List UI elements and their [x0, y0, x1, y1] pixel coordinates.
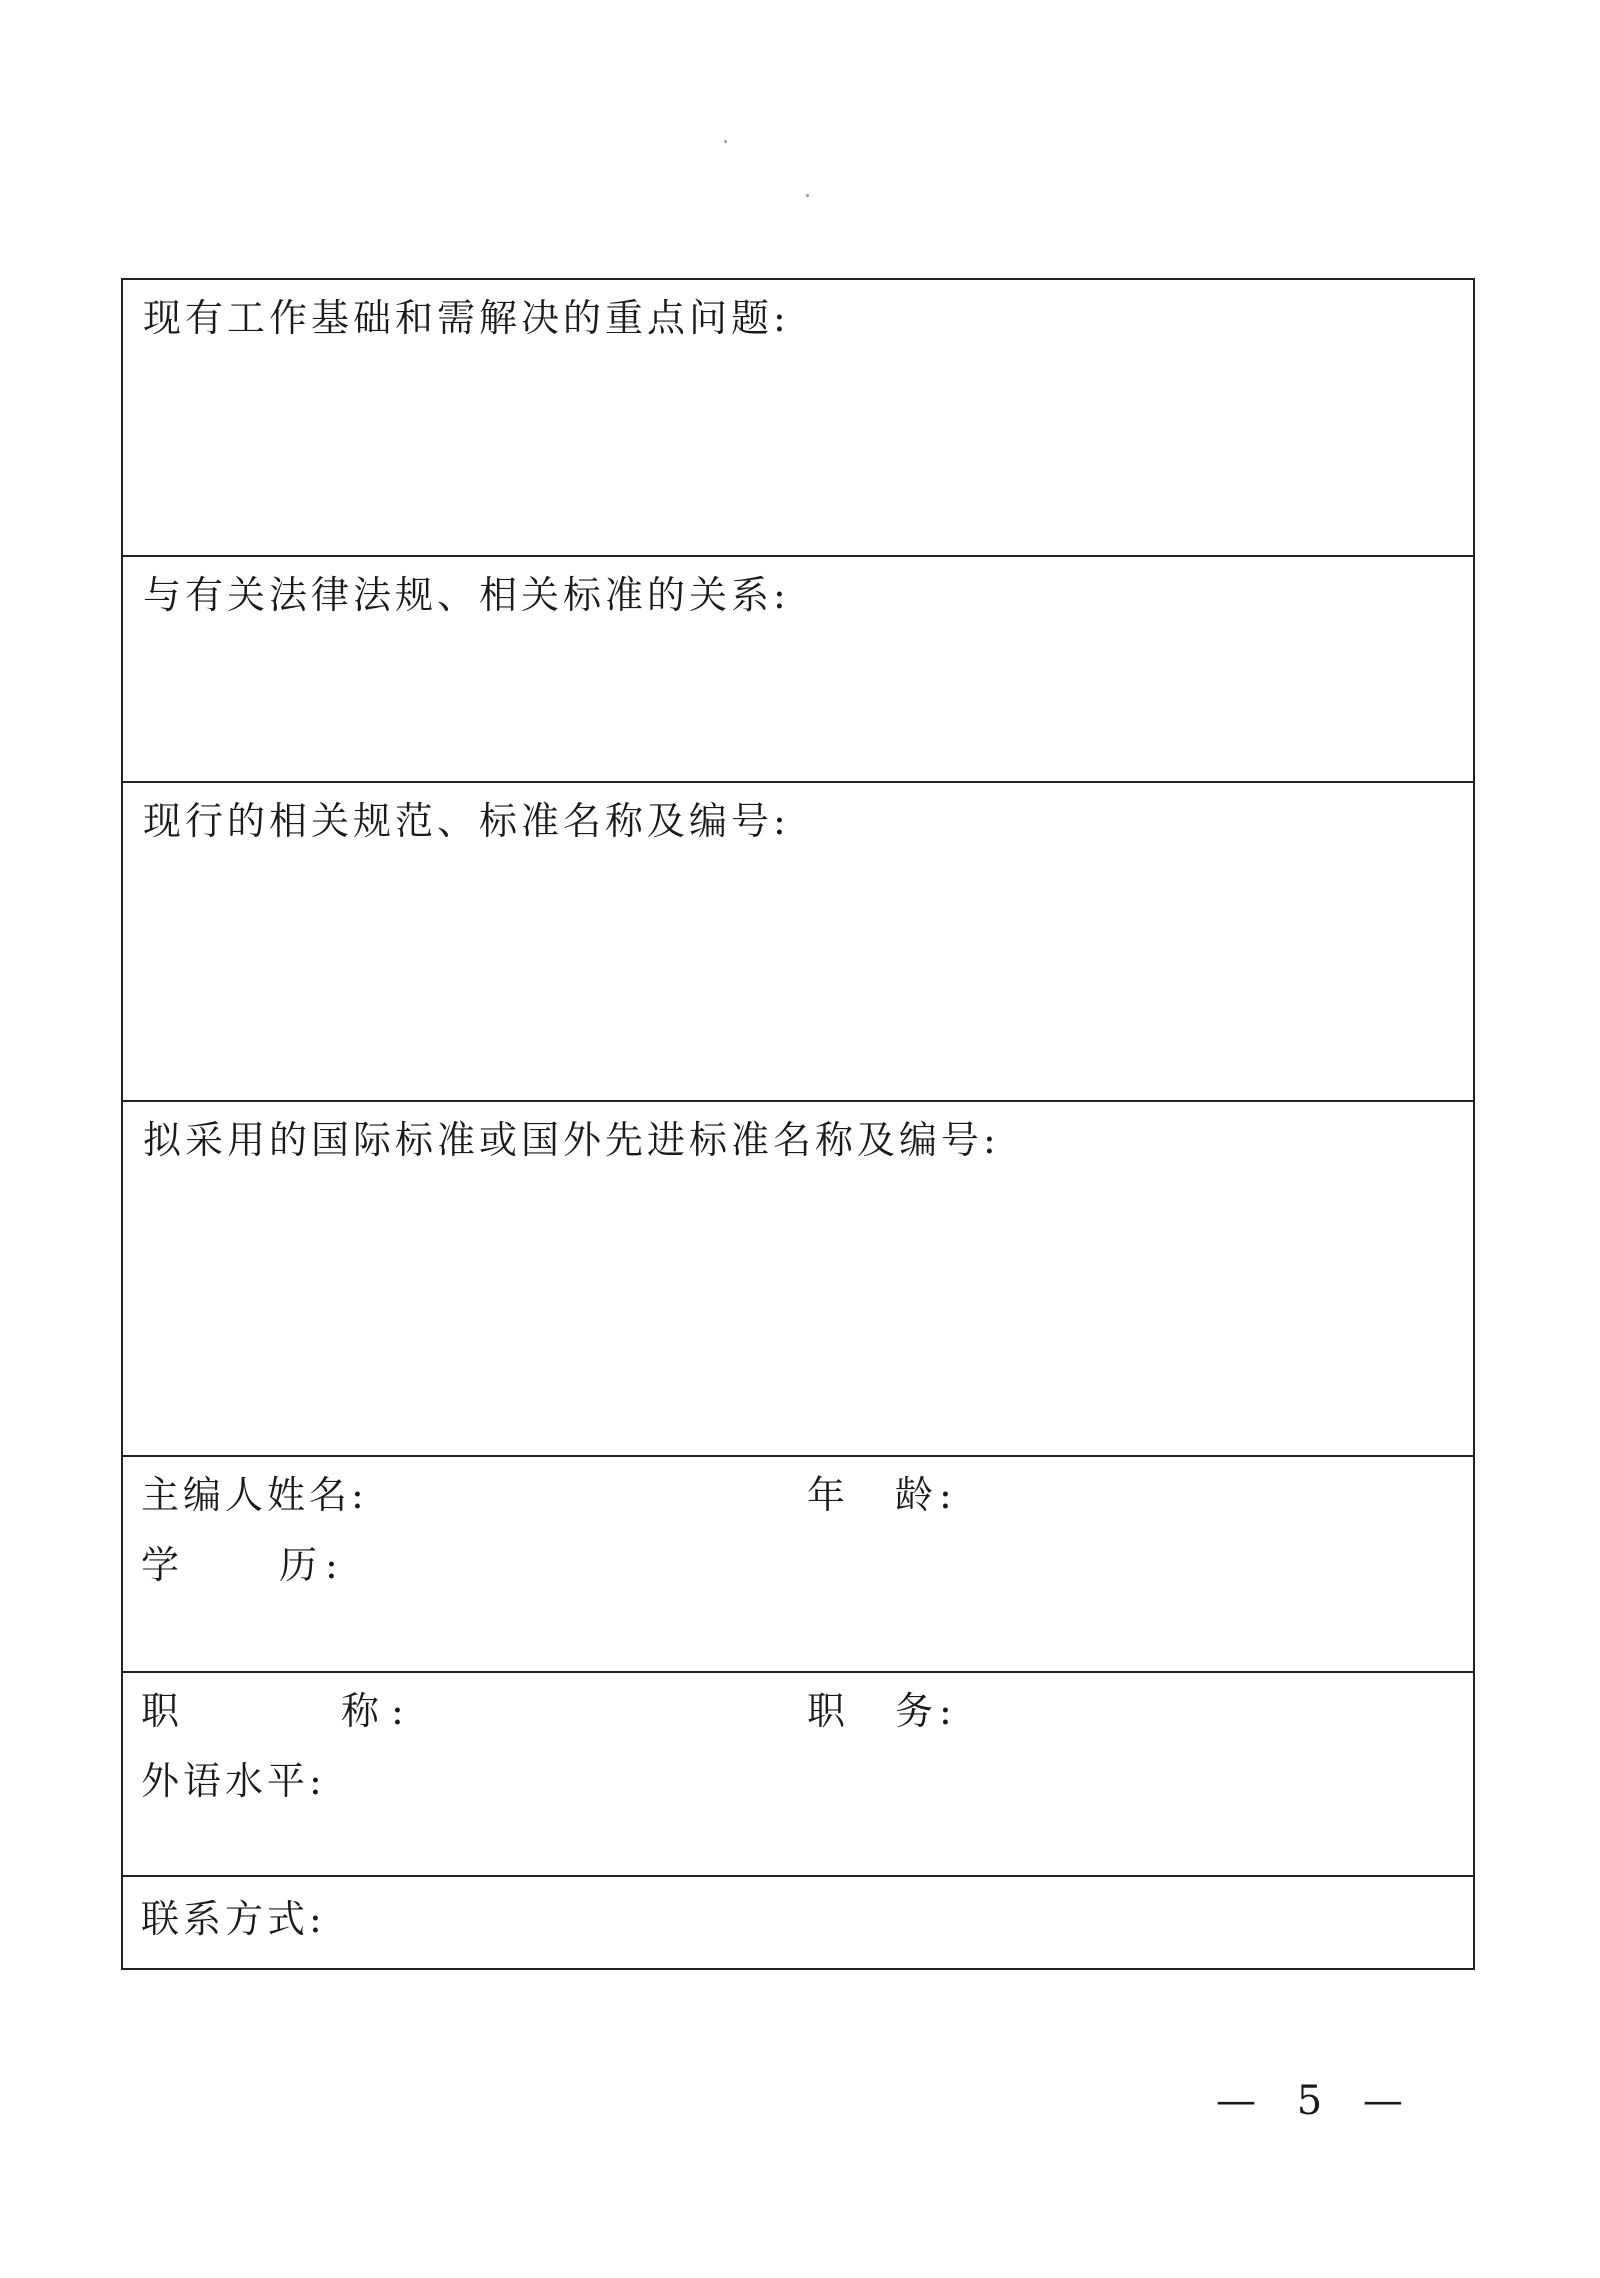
professional-title-label: 职 称: — [141, 1689, 416, 1733]
chief-editor-name-label: 主编人姓名: — [141, 1473, 368, 1517]
laws-relation-row — [123, 557, 1473, 783]
contact-row — [123, 1877, 1473, 1968]
scan-speck — [724, 140, 727, 143]
foreign-language-label: 外语水平: — [141, 1759, 326, 1803]
age-label: 年 龄: — [807, 1473, 958, 1517]
position-label: 职 务: — [807, 1689, 958, 1733]
work-basis-row — [123, 280, 1473, 557]
work-basis-label: 现有工作基础和需解决的重点问题: — [143, 296, 790, 340]
education-label: 学 历: — [141, 1543, 346, 1587]
current-standards-label: 现行的相关规范、标准名称及编号: — [143, 799, 790, 843]
international-standards-label: 拟采用的国际标准或国外先进标准名称及编号: — [143, 1118, 1000, 1162]
contact-label: 联系方式: — [141, 1897, 326, 1941]
application-form-table — [121, 278, 1475, 1970]
current-standards-row — [123, 783, 1473, 1102]
page-number: — 5 — — [1216, 2078, 1417, 2124]
laws-relation-label: 与有关法律法规、相关标准的关系: — [143, 573, 790, 617]
international-standards-row — [123, 1102, 1473, 1457]
scan-speck — [806, 194, 809, 197]
chief-editor-personal-row — [123, 1457, 1473, 1673]
chief-editor-title-row — [123, 1673, 1473, 1877]
